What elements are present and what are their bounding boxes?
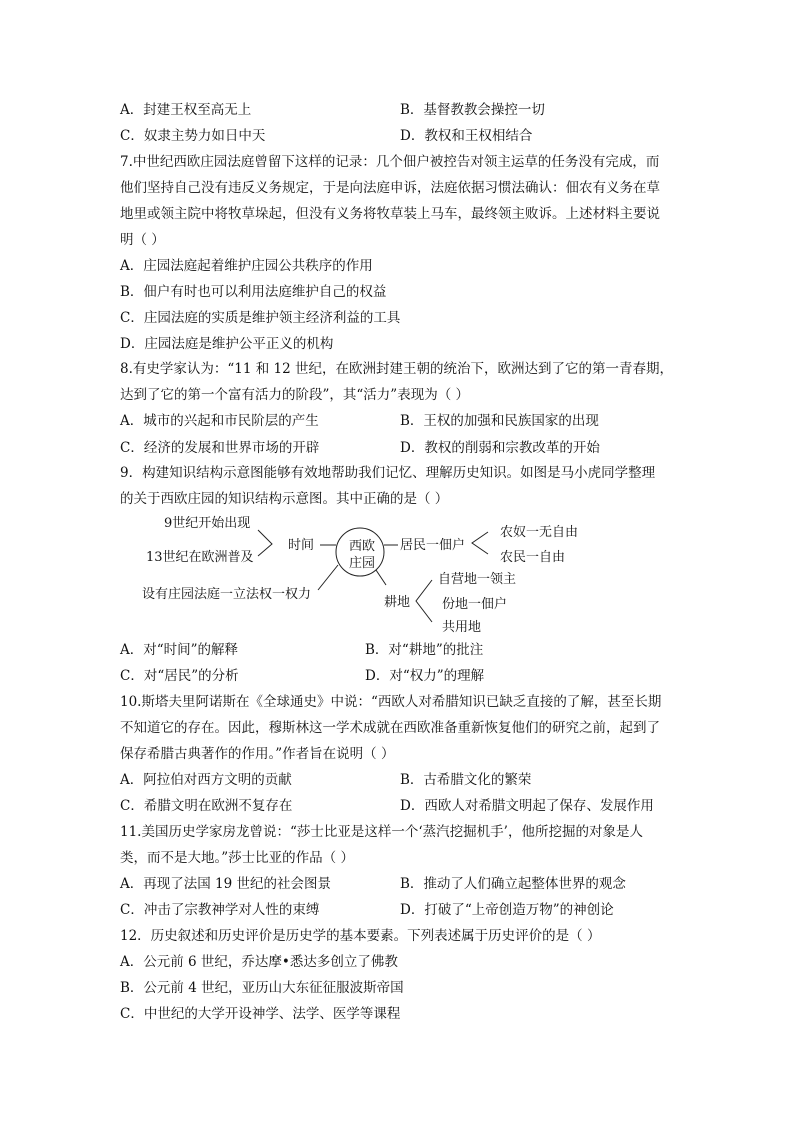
q9-option-a: A．对“时间”的解释 [120,642,239,658]
q8-option-d: D．教权的削弱和宗教改革的开始 [400,440,600,456]
q10-option-a: A．阿拉伯对西方文明的贡献 [120,772,292,788]
q6-option-a: A．封建王权至高无上 [120,102,252,118]
q7-stem-line-4: 明（ ） [120,232,165,248]
diagram-center-label-1: 西欧 [348,539,376,554]
q8-option-a: A．城市的兴起和市民阶层的产生 [120,413,319,429]
q6-option-b: B．基督教教会操控一切 [400,102,545,118]
q10-option-d: D．西欧人对希腊文明起了保存、发展作用 [400,798,654,814]
diagram-resident-2: 农民一自由 [500,550,566,565]
diagram-time-label: 时间 [288,538,315,553]
q7-option-c: C．庄园法庭的实质是维护领主经济利益的工具 [120,310,401,326]
diagram-center-label-2: 庄园 [348,556,376,571]
q10-stem-line-2: 不知道它的存在。因此，穆斯林这一学术成就在西欧准备重新恢复他们的研究之前，起到了 [120,720,660,736]
diagram-center-circle [336,528,384,576]
q11-stem-line-1: 11.美国历史学家房龙曾说：“莎士比亚是这样一个‘蒸汽挖掘机手’，他所挖掘的对象是人 [120,824,643,840]
diagram-land-3: 共用地 [442,620,482,635]
diagram-time-1: 9世纪开始出现 [164,516,251,531]
q9-stem-line-2: 的关于西欧庄园的知识结构示意图。其中正确的是（ ） [120,491,449,507]
q10-option-b: B．古希腊文化的繁荣 [400,772,532,788]
q11-stem-line-2: 类，而不是大地。”莎士比亚的作品（ ） [120,850,354,866]
diagram-power-label: 设有庄园法庭一立法权一权力 [142,587,312,602]
q11-option-d: D．打破了“上帝创造万物”的神创论 [400,902,614,918]
q12-option-b: B．公元前 4 世纪，亚历山大东征征服波斯帝国 [120,980,404,996]
q9-option-d: D．对“权力”的理解 [365,668,485,684]
diagram-resident-label: 居民一佃户 [400,538,466,553]
q8-stem-line-1: 8.有史学家认为：“11 和 12 世纪，在欧洲封建王朝的统治下，欧洲达到了它的第一青春期， [120,361,674,377]
q7-option-d: D．庄园法庭是维护公平正义的机构 [120,336,334,352]
q8-option-c: C．经济的发展和世界市场的开辟 [120,440,320,456]
q7-stem-line-2: 他们坚持自己没有违反义务规定，于是向法庭申诉，法庭依据习惯法确认：佃农有义务在草 [120,180,660,196]
q10-stem-line-3: 保存希腊古典著作的作用。”作者旨在说明（ ） [120,746,395,762]
diagram-land-label: 耕地 [384,595,411,610]
q6-option-c: C．奴隶主势力如日中天 [120,128,266,144]
q7-option-a: A．庄园法庭起着维护庄园公共秩序的作用 [120,258,373,274]
diagram-land-1: 自营地一领主 [438,572,517,587]
q9-stem-line-1: 9．构建知识结构示意图能够有效地帮助我们记忆、理解历史知识。如图是马小虎同学整理 [120,465,656,481]
q10-stem-line-1: 10.斯塔夫里阿诺斯在《全球通史》中说：“西欧人对希腊知识已缺乏直接的了解，甚至长期 [120,694,662,710]
diagram-resident-1: 农奴一无自由 [500,525,579,540]
diagram-time-2: 13世纪在欧洲普及 [146,550,254,565]
q7-option-b: B．佃户有时也可以利用法庭维护自己的权益 [120,284,387,300]
q6-option-d: D．教权和王权相结合 [400,128,533,144]
q11-option-c: C．冲击了宗教神学对人性的束缚 [120,902,320,918]
q7-stem-line-1: 7.中世纪西欧庄园法庭曾留下这样的记录：几个佃户被控告对领主运草的任务没有完成，而 [120,154,660,170]
q11-option-a: A．再现了法国 19 世纪的社会图景 [120,876,332,892]
q12-stem-line-1: 12．历史叙述和历史评价是历史学的基本要素。下列表述属于历史评价的是（ ） [120,928,601,944]
q9-option-c: C．对“居民”的分析 [120,668,239,684]
q8-stem-line-2: 达到了它的第一个富有活力的阶段”，其“活力”表现为（ ） [120,387,469,403]
diagram-land-2: 份地一佃户 [442,597,508,612]
q10-option-c: C．希腊文明在欧洲不复存在 [120,798,293,814]
q11-option-b: B．推动了人们确立起整体世界的观念 [400,876,626,892]
q12-option-c: C．中世纪的大学开设神学、法学、医学等课程 [120,1006,401,1022]
q9-option-b: B．对“耕地”的批注 [365,642,484,658]
q8-option-b: B．王权的加强和民族国家的出现 [400,413,599,429]
q7-stem-line-3: 地里或领主院中将牧草垛起，但没有义务将牧草装上马车，最终领主败诉。上述材料主要说 [120,206,660,222]
q12-option-a: A．公元前 6 世纪，乔达摩•悉达多创立了佛教 [120,954,398,970]
